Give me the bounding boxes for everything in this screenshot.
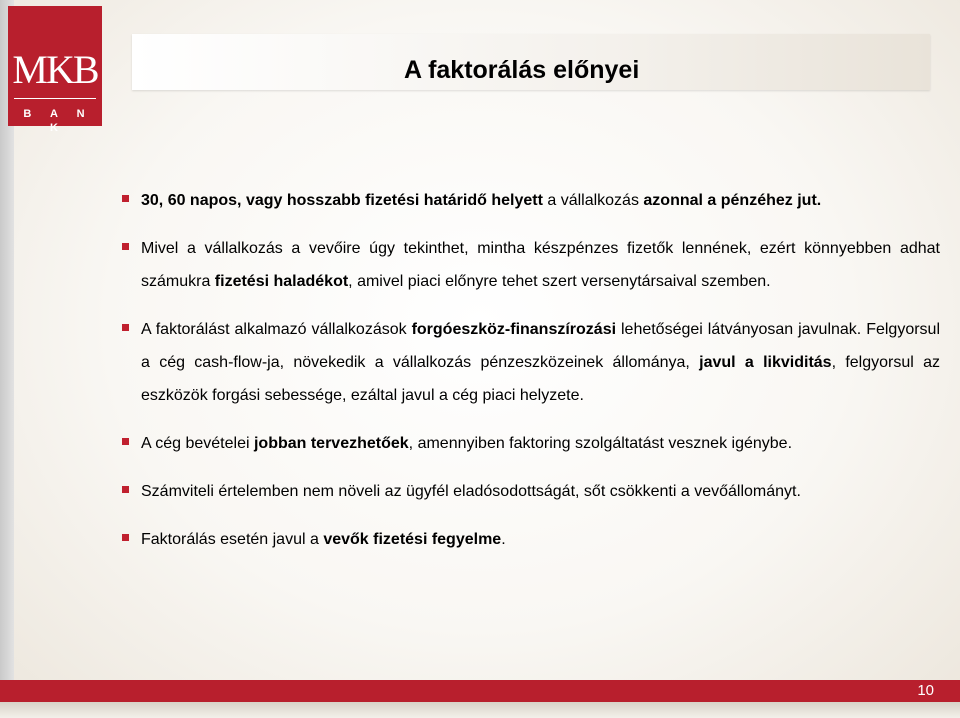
bullet-text-bold: fizetési haladékot (214, 273, 349, 290)
bullet-text-bold: vevők fizetési fegyelme (323, 531, 502, 548)
bullet-text: a vállalkozás (542, 192, 644, 209)
bullet-item (122, 232, 940, 298)
bullet-text-bold: jobban tervezhetőek (253, 435, 409, 452)
square-bullet-icon (122, 438, 129, 445)
square-bullet-icon (122, 324, 129, 331)
bullet-text: . (501, 531, 506, 548)
page-number: 10 (917, 682, 934, 699)
square-bullet-icon (122, 243, 129, 250)
bullet-text-bold: forgóeszköz-finanszírozási (411, 321, 617, 338)
footer-shadow (0, 702, 960, 718)
bullet-text: A faktorálást alkalmazó vállalkozások (141, 321, 412, 338)
bullet-text: lehetőségei látványosan javulnak. Felgyorsul a cég cash-flow-ja, növekedik a vállalkozás pénzeszközeinek állománya, (141, 321, 940, 371)
slide-title: A faktorálás előnyei (404, 56, 640, 84)
square-bullet-icon (122, 534, 129, 541)
logo-brand: MKB (12, 47, 98, 92)
bullet-text: A cég bevételei (141, 435, 254, 452)
bullet-text: Faktorálás esetén javul a (141, 531, 324, 548)
bullet-text-bold: javul a likviditás (699, 354, 832, 371)
bullet-list (122, 184, 940, 571)
bullet-text: Mivel a vállalkozás a vevőire úgy tekinthet, mintha készpénzes fizetők lennének, ezért könnyebben adhat számukra (141, 240, 940, 290)
bullet-text: , amivel piaci előnyre tehet szert versenytársaival szemben. (348, 273, 771, 290)
square-bullet-icon (122, 195, 129, 202)
bullet-item (122, 184, 940, 217)
bullet-text: Számviteli értelemben nem növeli az ügyfél eladósodottságát, sőt csökkenti a vevőállományt. (141, 483, 801, 500)
bullet-text-bold: azonnal a pénzéhez jut. (643, 192, 822, 209)
bullet-item (122, 427, 940, 460)
bullet-item (122, 523, 940, 556)
bullet-item (122, 475, 940, 508)
mkb-bank-logo (8, 6, 102, 134)
logo-subtitle: B A N K (23, 108, 93, 134)
bullet-text: , felgyorsul az eszközök forgási sebessége, ezáltal javul a cég piaci helyzete. (141, 354, 940, 404)
square-bullet-icon (122, 486, 129, 493)
footer-bar (0, 680, 960, 702)
bullet-text-bold: 30, 60 napos, vagy hosszabb fizetési határidő helyett (141, 192, 543, 209)
bullet-text: , amennyiben faktoring szolgáltatást vesznek igénybe. (408, 435, 793, 452)
bullet-item (122, 313, 940, 412)
logo-divider (14, 98, 96, 99)
